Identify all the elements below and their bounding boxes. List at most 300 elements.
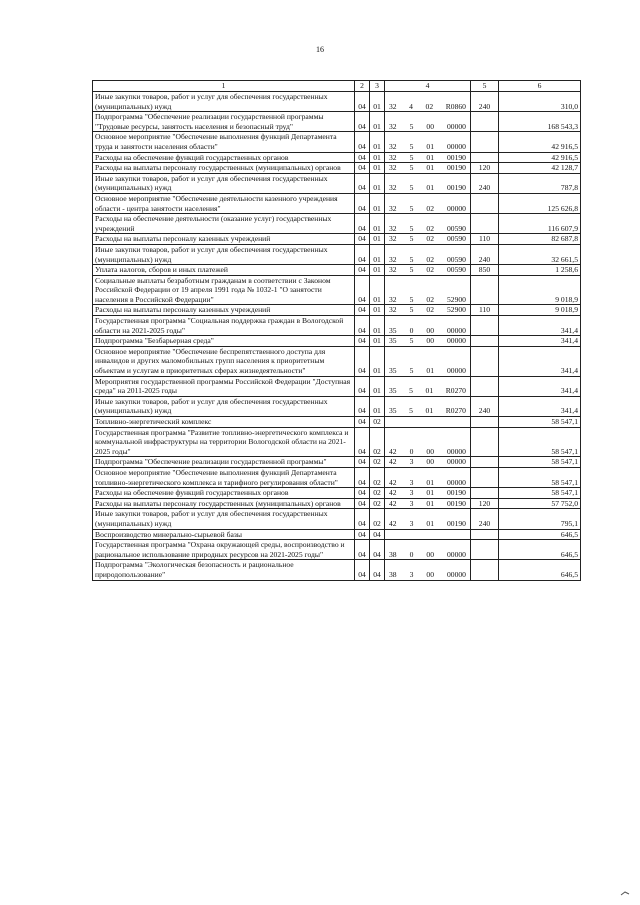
row-name: Государственная программа "Охрана окружающей среды, воспроизводство и рациональное использование природных ресурсов на 2021-2025 годы": [93, 540, 355, 560]
row-amount: 787,8: [499, 173, 581, 193]
row-target-article: [385, 275, 471, 305]
row-subsection: 01: [370, 112, 385, 132]
row-expense-type: [471, 132, 499, 152]
row-amount: 341,4: [499, 336, 581, 347]
row-subsection: 01: [370, 275, 385, 305]
row-amount: 310,0: [499, 92, 581, 112]
target-article-part: 5: [409, 336, 414, 346]
target-article-codes: [387, 366, 468, 376]
target-article-part: 32: [389, 254, 397, 264]
row-expense-type: 120: [471, 498, 499, 509]
target-article-part: 42: [389, 477, 397, 487]
row-subsection: 02: [370, 417, 385, 428]
row-target-article: [385, 498, 471, 509]
row-section: 04: [355, 540, 370, 560]
row-amount: 32 661,5: [499, 244, 581, 264]
target-article-part: 32: [389, 305, 397, 315]
target-article-part: 00000: [446, 203, 466, 213]
row-amount: 82 687,8: [499, 234, 581, 245]
table-row: [93, 376, 581, 396]
table-header-row: [93, 81, 581, 92]
page-number: 16: [316, 45, 324, 54]
row-target-article: [385, 92, 471, 112]
row-target-article: [385, 417, 471, 428]
target-article-part: 3: [409, 457, 414, 467]
row-section: 04: [355, 560, 370, 580]
table-row: [93, 112, 581, 132]
target-article-codes: [387, 122, 468, 132]
target-article-part: 32: [389, 294, 397, 304]
row-expense-type: [471, 427, 499, 457]
row-target-article: [385, 244, 471, 264]
row-amount: 341,4: [499, 396, 581, 416]
target-article-codes: [387, 163, 468, 173]
row-subsection: 01: [370, 346, 385, 376]
row-target-article: [385, 132, 471, 152]
row-section: 04: [355, 214, 370, 234]
target-article-codes: [387, 142, 468, 152]
table-row: [93, 540, 581, 560]
target-article-part: 0: [409, 446, 414, 456]
table-row: [93, 193, 581, 213]
row-amount: 341,4: [499, 376, 581, 396]
row-target-article: [385, 214, 471, 234]
row-target-article: [385, 427, 471, 457]
row-expense-type: 240: [471, 92, 499, 112]
target-article-part: 38: [389, 569, 397, 579]
row-section: 04: [355, 417, 370, 428]
target-article-codes: [387, 478, 468, 488]
row-expense-type: 240: [471, 509, 499, 529]
row-subsection: 01: [370, 244, 385, 264]
row-expense-type: [471, 488, 499, 499]
row-name: Подпрограмма "Безбарьерная среда": [93, 336, 355, 347]
row-expense-type: [471, 112, 499, 132]
target-article-part: 32: [389, 203, 397, 213]
row-name: Подпрограмма "Обеспечение реализации государственной программы "Трудовые ресурсы, занятость населения и безопасный труд": [93, 112, 355, 132]
row-amount: 58 547,1: [499, 427, 581, 457]
row-subsection: 01: [370, 92, 385, 112]
row-target-article: [385, 376, 471, 396]
target-article-part: 00000: [446, 141, 466, 151]
row-target-article: [385, 560, 471, 580]
table-row: [93, 244, 581, 264]
row-target-article: [385, 488, 471, 499]
row-expense-type: 120: [471, 163, 499, 174]
target-article-codes: [387, 519, 468, 529]
row-name: Основное мероприятие "Обеспечение деятельности казенного учреждения области - центра занятости населения": [93, 193, 355, 213]
target-article-part: 5: [409, 141, 414, 151]
row-section: 04: [355, 305, 370, 316]
table-row: [93, 92, 581, 112]
target-article-part: 3: [409, 488, 414, 498]
target-article-part: 5: [409, 406, 413, 416]
row-section: 04: [355, 92, 370, 112]
row-name: Расходы на обеспечение деятельности (оказание услуг) государственных учреждений: [93, 214, 355, 234]
row-section: 04: [355, 376, 370, 396]
target-article-part: 5: [409, 294, 414, 304]
row-expense-type: [471, 467, 499, 487]
target-article-part: 42: [389, 498, 397, 508]
row-name: Подпрограмма "Экологическая безопасность и рациональное природопользование": [93, 560, 355, 580]
table-row: [93, 498, 581, 509]
budget-table: [92, 80, 581, 581]
target-article-codes: [387, 488, 468, 498]
row-subsection: 01: [370, 376, 385, 396]
target-article-codes: [387, 265, 468, 275]
row-amount: 646,5: [499, 560, 581, 580]
target-article-codes: [387, 326, 468, 336]
target-article-part: 00000: [446, 446, 466, 456]
row-section: 04: [355, 336, 370, 347]
target-article-codes: [387, 336, 468, 346]
target-article-part: 0: [409, 325, 414, 335]
target-article-part: 4: [409, 101, 413, 111]
row-target-article: [385, 316, 471, 336]
row-subsection: 01: [370, 132, 385, 152]
row-amount: 42 128,7: [499, 163, 581, 174]
row-expense-type: [471, 152, 499, 163]
target-article-part: 35: [389, 336, 397, 346]
row-subsection: 01: [370, 193, 385, 213]
target-article-part: 00: [426, 549, 434, 559]
row-section: 04: [355, 346, 370, 376]
row-subsection: 01: [370, 234, 385, 245]
header-col-1: 1: [93, 81, 355, 92]
target-article-part: 01: [425, 406, 434, 416]
target-article-part: 00000: [446, 121, 466, 131]
row-section: 04: [355, 275, 370, 305]
row-name: Расходы на выплаты персоналу казенных учреждений: [93, 234, 355, 245]
table-row: [93, 457, 581, 468]
target-article-part: 52900: [446, 294, 466, 304]
target-article-part: 42: [389, 488, 397, 498]
table-row: [93, 346, 581, 376]
row-target-article: [385, 193, 471, 213]
row-subsection: 01: [370, 396, 385, 416]
target-article-part: 00000: [446, 457, 466, 467]
row-name: Основное мероприятие "Обеспечение беспрепятственного доступа для инвалидов и других маломобильных групп населения к приоритетным объектам и услугам в приоритетных сферах жизнедеятельности": [93, 346, 355, 376]
target-article-part: 32: [389, 265, 397, 275]
row-expense-type: 240: [471, 396, 499, 416]
row-section: 04: [355, 112, 370, 132]
row-expense-type: [471, 560, 499, 580]
target-article-part: 00: [426, 457, 434, 467]
row-section: 04: [355, 152, 370, 163]
row-subsection: 01: [370, 336, 385, 347]
target-article-codes: [387, 153, 468, 163]
row-section: 04: [355, 173, 370, 193]
target-article-codes: [387, 457, 468, 467]
row-section: 04: [355, 193, 370, 213]
row-target-article: [385, 529, 471, 540]
table-row: [93, 427, 581, 457]
row-expense-type: [471, 346, 499, 376]
row-name: Основное мероприятие "Обеспечение выполнения функций Департамента топливно-энергетического комплекса и тарифного регулирования области": [93, 467, 355, 487]
target-article-part: 52900: [446, 305, 466, 315]
row-amount: 9 018,9: [499, 305, 581, 316]
target-article-part: 00000: [446, 325, 466, 335]
target-article-part: 3: [409, 518, 414, 528]
row-name: Государственная программа "Социальная поддержка граждан в Вологодской области на 2021-2025 годы": [93, 316, 355, 336]
target-article-codes: [387, 305, 468, 315]
row-amount: 58 547,1: [499, 488, 581, 499]
target-article-part: 02: [426, 254, 434, 264]
target-article-codes: [387, 447, 468, 457]
target-article-part: 00190: [446, 518, 466, 528]
target-article-part: 5: [409, 366, 414, 376]
target-article-codes: [387, 386, 468, 396]
target-article-part: R0270: [445, 406, 466, 416]
row-name: Иные закупки товаров, работ и услуг для обеспечения государственных (муниципальных) нужд: [93, 396, 355, 416]
target-article-part: 3: [409, 498, 414, 508]
table-row: [93, 173, 581, 193]
target-article-part: 5: [409, 223, 414, 233]
table-row: [93, 336, 581, 347]
target-article-part: 00590: [446, 254, 466, 264]
target-article-part: 02: [426, 203, 434, 213]
target-article-part: 00000: [446, 549, 466, 559]
header-col-4: 4: [385, 81, 471, 92]
row-subsection: 02: [370, 467, 385, 487]
target-article-codes: [387, 550, 468, 560]
target-article-part: 00: [426, 121, 434, 131]
header-col-5: 5: [471, 81, 499, 92]
table-row: [93, 509, 581, 529]
row-target-article: [385, 346, 471, 376]
row-subsection: 02: [370, 427, 385, 457]
row-name: Мероприятия государственной программы Российской Федерации "Доступная среда" на 2011-2025 годы: [93, 376, 355, 396]
target-article-part: R0270: [445, 386, 466, 396]
target-article-part: 00000: [446, 336, 466, 346]
table-row: [93, 488, 581, 499]
target-article-part: 5: [409, 254, 414, 264]
target-article-part: 5: [409, 305, 414, 315]
target-article-codes: [387, 224, 468, 234]
target-article-part: 00000: [446, 477, 466, 487]
table-row: [93, 467, 581, 487]
row-target-article: [385, 540, 471, 560]
row-name: Подпрограмма "Обеспечение реализации государственной программы": [93, 457, 355, 468]
row-subsection: 01: [370, 214, 385, 234]
table-row: [93, 396, 581, 416]
target-article-part: 35: [389, 406, 397, 416]
row-target-article: [385, 509, 471, 529]
target-article-part: 32: [389, 234, 397, 244]
target-article-part: 5: [409, 183, 414, 193]
target-article-part: 5: [409, 203, 414, 213]
target-article-part: 32: [389, 141, 397, 151]
target-article-codes: [387, 102, 468, 112]
row-subsection: 01: [370, 316, 385, 336]
target-article-part: 01: [426, 152, 434, 162]
row-section: 04: [355, 265, 370, 276]
row-name: Иные закупки товаров, работ и услуг для обеспечения государственных (муниципальных) нужд: [93, 92, 355, 112]
target-article-part: 00190: [446, 152, 466, 162]
target-article-part: 5: [409, 265, 414, 275]
row-section: 04: [355, 316, 370, 336]
row-target-article: [385, 336, 471, 347]
table-row: [93, 214, 581, 234]
header-col-3: 3: [370, 81, 385, 92]
target-article-part: 01: [426, 477, 434, 487]
target-article-part: 02: [426, 223, 434, 233]
row-expense-type: [471, 376, 499, 396]
row-section: 04: [355, 244, 370, 264]
row-section: 04: [355, 509, 370, 529]
target-article-part: 02: [425, 101, 434, 111]
row-target-article: [385, 152, 471, 163]
target-article-part: 3: [409, 477, 414, 487]
target-article-codes: [387, 234, 468, 244]
row-name: Иные закупки товаров, работ и услуг для обеспечения государственных (муниципальных) нужд: [93, 244, 355, 264]
row-target-article: [385, 396, 471, 416]
row-section: 04: [355, 488, 370, 499]
target-article-part: 01: [426, 498, 434, 508]
target-article-part: 32: [389, 101, 397, 111]
row-section: 04: [355, 457, 370, 468]
scan-mark-icon: [620, 891, 630, 897]
table-row: [93, 265, 581, 276]
target-article-part: 35: [389, 386, 397, 396]
row-expense-type: [471, 529, 499, 540]
row-target-article: [385, 163, 471, 174]
row-section: 04: [355, 132, 370, 152]
row-amount: 646,5: [499, 540, 581, 560]
table-row: [93, 152, 581, 163]
target-article-part: 00000: [446, 366, 466, 376]
row-expense-type: [471, 275, 499, 305]
row-expense-type: [471, 316, 499, 336]
row-section: 04: [355, 427, 370, 457]
target-article-part: 32: [389, 121, 397, 131]
target-article-part: 00: [426, 325, 434, 335]
row-name: Воспроизводство минерально-сырьевой базы: [93, 529, 355, 540]
target-article-part: 5: [409, 386, 413, 396]
target-article-part: 5: [409, 234, 414, 244]
row-name: Иные закупки товаров, работ и услуг для обеспечения государственных (муниципальных) нужд: [93, 173, 355, 193]
row-expense-type: [471, 417, 499, 428]
row-subsection: 02: [370, 457, 385, 468]
row-section: 04: [355, 529, 370, 540]
target-article-part: 35: [389, 366, 397, 376]
target-article-part: 00590: [446, 234, 466, 244]
row-subsection: 01: [370, 265, 385, 276]
row-amount: 58 547,1: [499, 417, 581, 428]
row-subsection: 04: [370, 540, 385, 560]
row-expense-type: [471, 193, 499, 213]
row-section: 04: [355, 396, 370, 416]
row-name: Расходы на выплаты персоналу государственных (муниципальных) органов: [93, 163, 355, 174]
target-article-part: 32: [389, 152, 397, 162]
target-article-part: 01: [426, 518, 434, 528]
target-article-part: 02: [426, 305, 434, 315]
target-article-codes: [387, 255, 468, 265]
row-amount: 58 547,1: [499, 457, 581, 468]
row-expense-type: [471, 457, 499, 468]
row-section: 04: [355, 163, 370, 174]
row-target-article: [385, 457, 471, 468]
table-row: [93, 305, 581, 316]
row-amount: 1 258,6: [499, 265, 581, 276]
target-article-part: 35: [389, 325, 397, 335]
row-subsection: 01: [370, 152, 385, 163]
row-target-article: [385, 112, 471, 132]
target-article-part: 00190: [446, 498, 466, 508]
row-name: Государственная программа "Развитие топливно-энергетического комплекса и коммунальной инфраструктуры на территории Вологодской области на 2021-2025 годы": [93, 427, 355, 457]
target-article-part: 32: [389, 183, 397, 193]
table-row: [93, 316, 581, 336]
row-subsection: 01: [370, 163, 385, 174]
target-article-part: 01: [426, 141, 434, 151]
row-amount: 795,1: [499, 509, 581, 529]
row-amount: 646,5: [499, 529, 581, 540]
row-expense-type: [471, 214, 499, 234]
row-expense-type: 850: [471, 265, 499, 276]
row-name: Основное мероприятие "Обеспечение выполнения функций Департамента труда и занятости населения области": [93, 132, 355, 152]
target-article-part: 5: [409, 163, 414, 173]
target-article-part: 5: [409, 121, 414, 131]
target-article-part: 5: [409, 152, 414, 162]
table-body: [93, 92, 581, 581]
row-amount: 42 916,5: [499, 152, 581, 163]
row-amount: 58 547,1: [499, 467, 581, 487]
row-section: 04: [355, 498, 370, 509]
row-name: Расходы на обеспечение функций государственных органов: [93, 488, 355, 499]
target-article-part: 01: [426, 488, 434, 498]
row-amount: 341,4: [499, 316, 581, 336]
target-article-part: 42: [389, 446, 397, 456]
target-article-part: 3: [409, 569, 414, 579]
header-col-6: 6: [499, 81, 581, 92]
target-article-part: 0: [409, 549, 414, 559]
row-name: Расходы на обеспечение функций государственных органов: [93, 152, 355, 163]
target-article-part: 00: [426, 336, 434, 346]
target-article-part: 00590: [446, 265, 466, 275]
target-article-codes: [387, 406, 468, 416]
row-section: 04: [355, 234, 370, 245]
table-row: [93, 163, 581, 174]
row-expense-type: [471, 336, 499, 347]
row-amount: 116 607,9: [499, 214, 581, 234]
target-article-part: 00190: [446, 488, 466, 498]
target-article-part: 00: [426, 446, 434, 456]
row-name: Расходы на выплаты персоналу казенных учреждений: [93, 305, 355, 316]
row-amount: 57 752,0: [499, 498, 581, 509]
row-name: Топливно-энергетический комплекс: [93, 417, 355, 428]
target-article-codes: [387, 204, 468, 214]
target-article-part: 00000: [446, 569, 466, 579]
row-expense-type: [471, 540, 499, 560]
table-row: [93, 132, 581, 152]
row-expense-type: 110: [471, 234, 499, 245]
row-target-article: [385, 467, 471, 487]
table-row: [93, 275, 581, 305]
row-section: 04: [355, 467, 370, 487]
row-subsection: 02: [370, 498, 385, 509]
row-expense-type: 110: [471, 305, 499, 316]
target-article-codes: [387, 570, 468, 580]
target-article-part: 42: [389, 457, 397, 467]
target-article-part: 02: [426, 265, 434, 275]
row-name: Уплата налогов, сборов и иных платежей: [93, 265, 355, 276]
row-name: Расходы на выплаты персоналу государственных (муниципальных) органов: [93, 498, 355, 509]
row-target-article: [385, 305, 471, 316]
target-article-part: 01: [425, 386, 434, 396]
header-col-2: 2: [355, 81, 370, 92]
table-row: [93, 529, 581, 540]
row-subsection: 02: [370, 488, 385, 499]
